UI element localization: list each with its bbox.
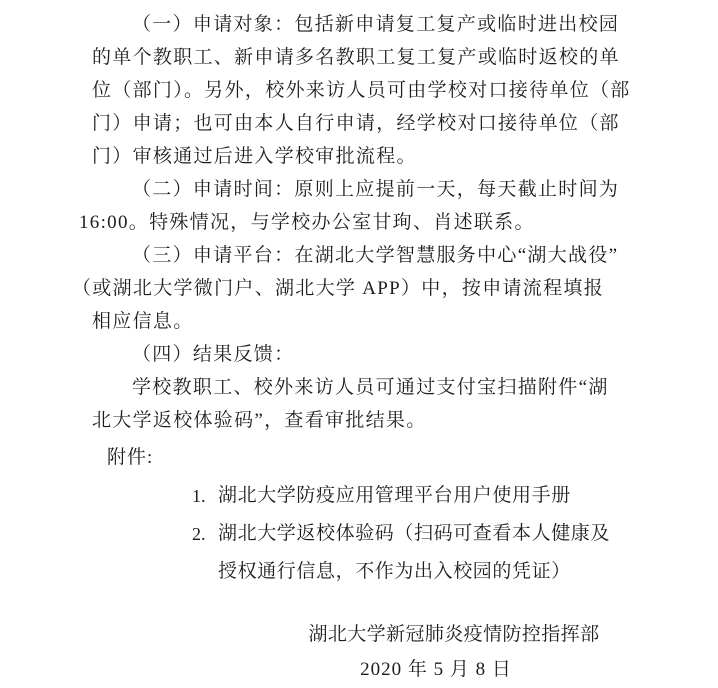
document-body bbox=[72, 8, 631, 437]
attachment-number: 1. bbox=[192, 486, 206, 506]
body-line: （二）申请时间：原则上应提前一天，每天截止时间为 bbox=[132, 179, 620, 200]
body-line: （一）申请对象：包括新申请复工复产或临时进出校园 bbox=[132, 14, 620, 35]
body-line: （三）申请平台：在湖北大学智慧服务中心“湖大战役” bbox=[132, 245, 619, 266]
attachment-item bbox=[192, 515, 610, 591]
body-line: 的单个教职工、新申请多名教职工复工复产或临时返校的单 bbox=[92, 47, 620, 68]
attachments-label: 附件: bbox=[107, 447, 154, 468]
attachment-item bbox=[192, 477, 610, 515]
attachment-line: 授权通行信息，不作为出入校园的凭证） bbox=[218, 561, 571, 582]
signature-block bbox=[280, 618, 628, 688]
body-line: 门）申请；也可由本人自行申请，经学校对口接待单位（部 bbox=[92, 113, 620, 134]
attachment-line: 湖北大学防疫应用管理平台用户使用手册 bbox=[218, 485, 571, 506]
issuer-line: 湖北大学新冠肺炎疫情防控指挥部 bbox=[308, 624, 600, 645]
attachments-list bbox=[192, 477, 610, 591]
attachment-number: 2. bbox=[192, 524, 206, 544]
body-line: （四）结果反馈： bbox=[132, 344, 295, 365]
body-line: （或湖北大学微门户、湖北大学 APP）中，按申请流程填报 bbox=[72, 278, 605, 299]
body-line: 位（部门）。另外，校外来访人员可由学校对口接待单位（部 bbox=[92, 80, 631, 101]
body-line: 门）审核通过后进入学校审批流程。 bbox=[92, 146, 417, 167]
body-line: 北大学返校体验码”，查看审批结果。 bbox=[92, 410, 427, 431]
body-line: 相应信息。 bbox=[92, 311, 194, 332]
date-line: 2020 年 5 月 8 日 bbox=[360, 659, 512, 680]
attachment-line: 湖北大学返校体验码（扫码可查看本人健康及 bbox=[218, 523, 611, 544]
attachment-text bbox=[218, 477, 571, 515]
attachment-text bbox=[218, 515, 610, 591]
body-line: 学校教职工、校外来访人员可通过支付宝扫描附件“湖 bbox=[132, 377, 609, 398]
body-line: 16:00。特殊情况，与学校办公室甘珣、肖述联系。 bbox=[79, 212, 535, 233]
